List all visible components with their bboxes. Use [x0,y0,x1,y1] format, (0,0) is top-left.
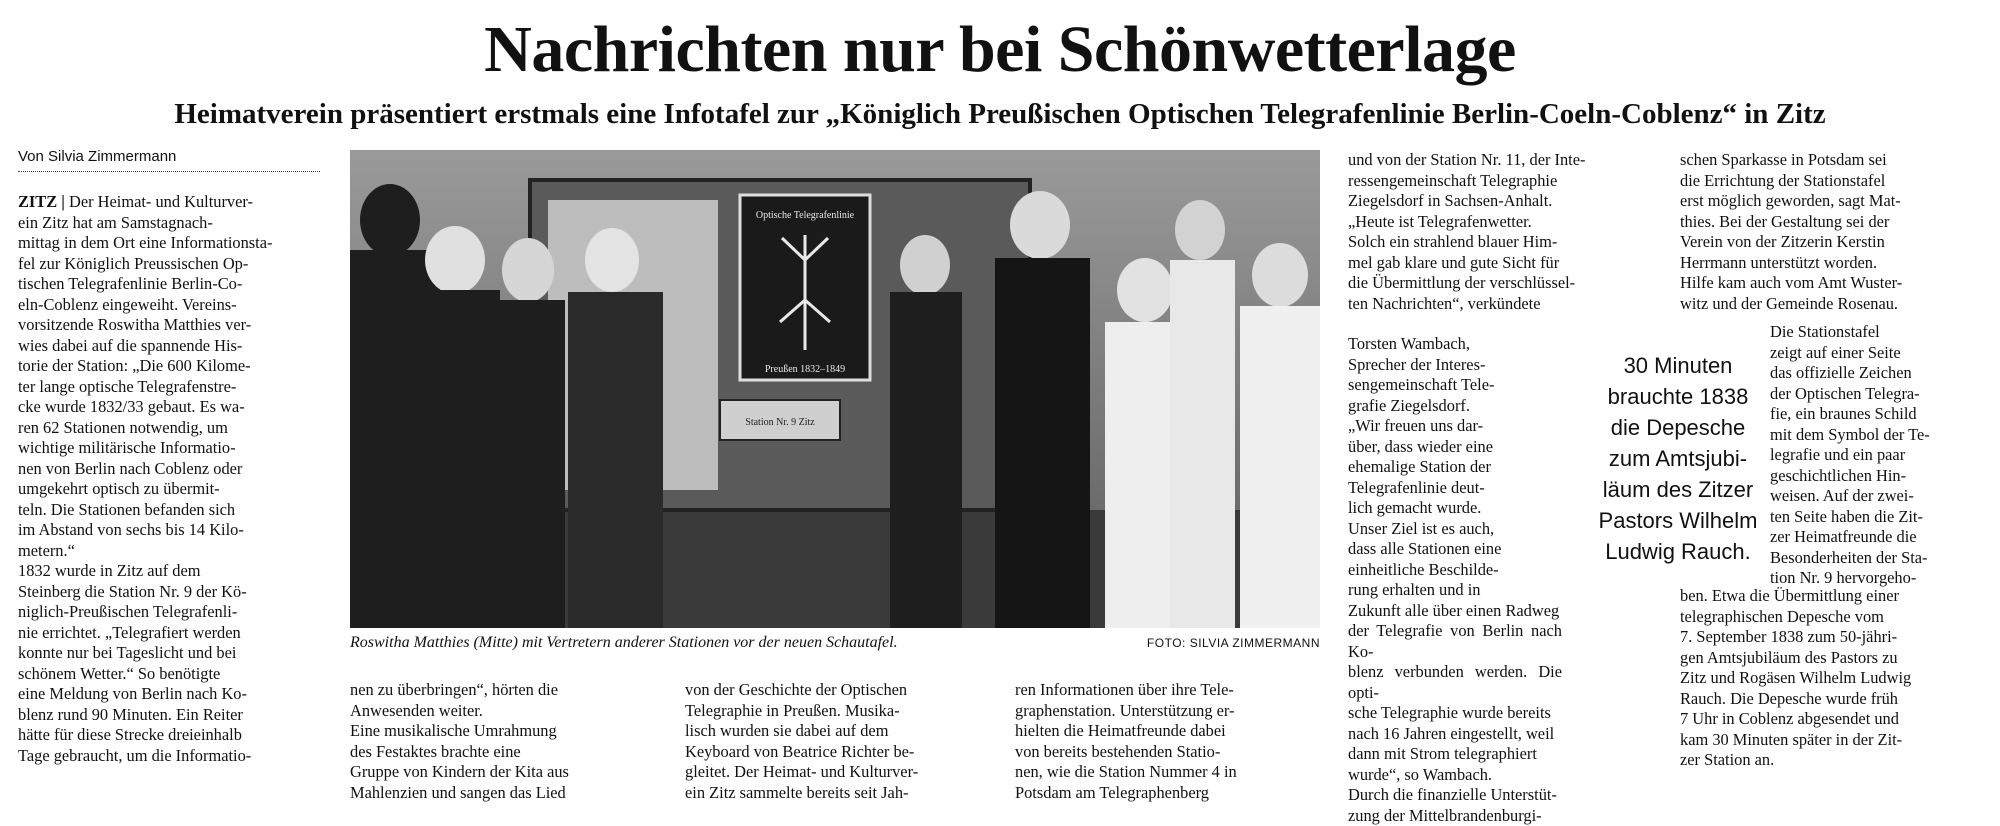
sign-title: Optische Telegrafenlinie [755,210,855,221]
pull-quote: 30 Minuten brauchte 1838 die Depesche zum Amtsjubi- läum des Zitzer Pastors Wilhelm Ludwig Rauch. [1598,353,1758,564]
small-plate-text: Station Nr. 9 Zitz [745,417,815,428]
byline: Von Silvia Zimmermann [18,147,320,172]
article-column-5-top: und von der Station Nr. 11, der Inte- ressengemeinschaft Telegraphie Ziegelsdorf in Sachsen-Anhalt. „Heute ist Telegrafenwetter. Solch ein strahlend blauer Him- mel gab klare und gute Sicht für die Übermittlung der verschlüssel- ten Nachrichten“, verkündete [1348,150,1586,313]
photo-illustration [350,150,1320,628]
headline: Nachrichten nur bei Schönwetterlage [484,13,1516,86]
article-column-2: nen zu überbringen“, hörten die Anwesenden weiter. Eine musikalische Umrahmung des Festaktes brachte eine Gruppe von Kindern der Kita aus Mahlenzien und sangen das Lied [350,680,569,802]
article-column-4: ren Informationen über ihre Tele- graphenstation. Unterstützung er- hielten die Heimatfreunde dabei von bereits bestehenden Statio- nen, wie die Station Nummer 4 in Potsdam am Telegraphenberg [1015,680,1237,802]
sign-years: Preußen 1832–1849 [764,364,846,375]
photo-credit: FOTO: SILVIA ZIMMERMANN [1146,636,1320,650]
article-column-5-narrow: Torsten Wambach, Sprecher der Interes- sengemeinschaft Tele- grafie Ziegelsdorf. „Wir freuen uns dar- über, dass wieder eine ehemalige Station der Telegrafenlinie deut- lich gemacht wurde. Unser Ziel ist es auch, dass alle Stationen eine einheitliche Beschilde- rung erhalten und in Zukunft alle über einen Radweg der Telegrafie von Berlin nach Ko- blenz verbunden werden. Die opti- sche Telegraphie wurde bereits nach 16 Jahren eingestellt, weil dann mit Strom telegraphiert wurde“, so Wambach. Durch die finanzielle Unterstüt- zung der Mittelbrandenburgi- [1348,334,1562,825]
article-column-6-narrow: Die Stationstafel zeigt auf einer Seite das offizielle Zeichen der Optischen Telegra- fie, ein braunes Schild mit dem Symbol der Te- legrafie und ein paar geschichtlichen Hin- weisen. Auf der zwei- ten Seite haben die Zit- zer Heimatfreunde die Besonderheiten der Sta- tion Nr. 9 hervorgeho- [1770,322,1930,587]
column-1-text: Der Heimat- und Kulturver- ein Zitz hat am Samstagnach- mittag in dem Ort eine Informationsta- fel zur Königlich Preussischen Op- tischen Telegrafenlinie Berlin-Co- eln-Coblenz eingeweiht. Vereins- vorsitzende Roswitha Matthies ver- wies dabei auf die spannende His- torie der Station: „Die 600 Kilome- ter lange optische Telegrafenstre- cke wurde 1832/33 gebaut. Es wa- ren 62 Stationen notwendig, um wichtige militärische Informatio- nen von Berlin nach Coblenz oder umgekehrt optisch zu übermit- teln. Die Stationen befanden sich im Abstand von sechs bis 14 Kilo- metern.“ 1832 wurde in Zitz auf dem Steinberg die Station Nr. 9 der Kö- niglich-Preußischen Telegrafenli- nie errichtet. „Telegrafiert werden konnte nur bei Tageslicht und bei schönem Wetter.“ So benötigte eine Meldung von Berlin nach Ko- blenz rund 90 Minuten. Ein Reiter hätte für diese Strecke dreieinhalb Tage gebraucht, um die Informatio- [18,192,273,765]
article-column-3: von der Geschichte der Optischen Telegraphie in Preußen. Musika- lisch wurden sie dabei auf dem Keyboard von Beatrice Richter be- gleitet. Der Heimat- und Kulturver- ein Zitz sammelte bereits seit Jah- [685,680,919,802]
photo-caption [350,632,1320,654]
dateline: ZITZ | [18,192,65,211]
article-photo [350,150,1320,628]
article-column-6-top: schen Sparkasse in Potsdam sei die Errichtung der Stationstafel erst möglich geworden, sagt Mat- thies. Bei der Gestaltung sei der Verein von der Zitzerin Kerstin Herrmann unterstützt worden. Hilfe kam auch vom Amt Wuster- witz und der Gemeinde Rosenau. [1680,150,1903,313]
article-column-6-bottom: ben. Etwa die Übermittlung einer telegraphischen Depesche vom 7. September 1838 zum 50-jähri- gen Amtsjubiläum des Pastors zu Zitz und Rogäsen Wilhelm Ludwig Rauch. Die Depesche wurde früh 7 Uhr in Coblenz abgesendet und kam 30 Minuten später in der Zit- zer Station an. [1680,586,1912,769]
subheadline: Heimatverein präsentiert erstmals eine Infotafel zur „Königlich Preußischen Optischen Telegrafenlinie Berlin-Coeln-Coblenz“ in Zitz [174,98,1826,130]
caption-text: Roswitha Matthies (Mitte) mit Vertretern anderer Stationen vor der neuen Schautafel. [350,634,898,651]
article-column-1 [18,192,320,766]
